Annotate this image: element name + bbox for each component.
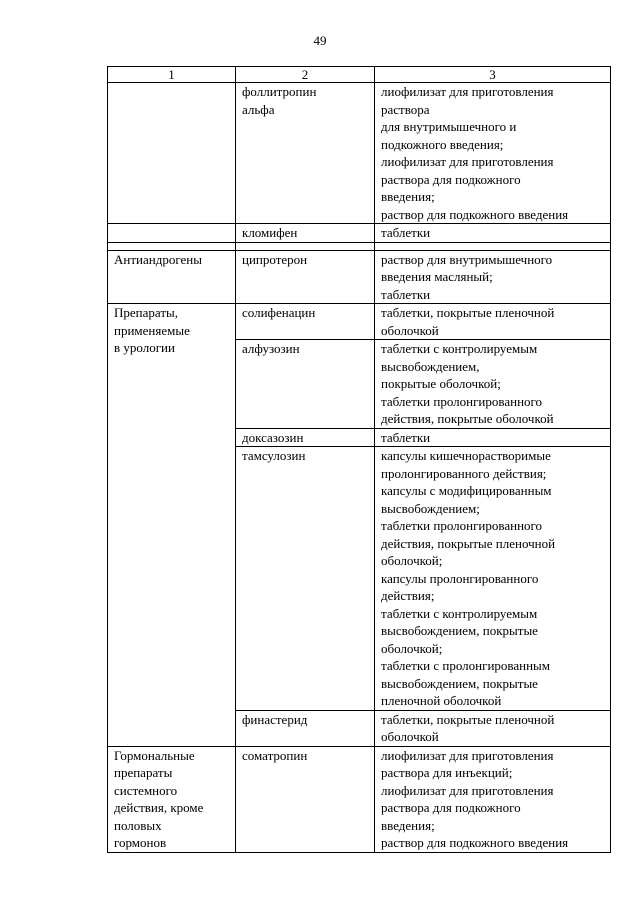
drug-table [107,66,611,853]
dosage-form-cell [375,224,611,243]
dosage-form-line: высвобождением, [381,358,480,374]
group-cell [108,746,236,852]
spacer-cell [236,242,375,250]
group-name-line: препараты [114,765,173,780]
dosage-form-line: таблетки, покрытые пленочной [381,305,555,320]
dosage-form-cell [375,447,611,711]
dosage-form-line: действия, покрытые оболочкой [381,411,554,426]
drug-name-line: финастерид [242,711,308,727]
dosage-form-line: раствора для подкожного [381,800,521,815]
group-name-line: половых [114,817,162,833]
dosage-form-line: введения; [381,189,435,204]
drug-cell [236,447,375,711]
dosage-form-line: таблетки с контролируемым [381,341,538,356]
table-row [108,304,611,340]
dosage-form-line: таблетки с контролируемым [381,605,538,621]
dosage-form-line: высвобождением; [381,500,480,516]
dosage-form-line: раствор для внутримышечного [381,251,553,267]
dosage-form-cell [375,428,611,447]
drug-name-line: соматропин [242,747,308,763]
column-header-3: 3 [375,67,611,83]
page-number: 49 [313,33,327,48]
dosage-form-line: капсулы пролонгированного [381,570,539,586]
dosage-form-line: оболочкой; [381,640,443,656]
dosage-form-line: действия; [381,588,435,603]
group-name-line: Препараты, [114,305,178,320]
drug-cell [236,304,375,340]
drug-name-line: кломифен [242,225,298,240]
dosage-form-line: лиофилизат для приготовления [381,747,554,763]
drug-name-line: ципротерон [242,251,308,267]
dosage-form-cell [375,746,611,852]
drug-cell [236,746,375,852]
dosage-form-line: пленочной оболочкой [381,693,502,708]
dosage-form-line: таблетки с пролонгированным [381,658,551,673]
group-name-line: применяемые [114,322,190,338]
drug-cell [236,710,375,746]
dosage-form-line: покрытые оболочкой; [381,376,501,391]
dosage-form-line: оболочкой; [381,553,443,568]
dosage-form-line: таблетки пролонгированного [381,518,543,533]
drug-name-line: тамсулозин [242,448,306,463]
dosage-form-cell [375,340,611,429]
dosage-form-line: действия, покрытые пленочной [381,535,556,551]
drug-cell [236,224,375,243]
group-name-line: Антиандрогены [114,251,202,267]
drug-name-line: фоллитропин [242,84,317,99]
column-header-1: 1 [108,67,236,83]
dosage-form-line: лиофилизат для приготовления [381,84,554,99]
group-cell [108,304,236,747]
dosage-form-line: раствора [381,101,430,117]
dosage-form-cell [375,710,611,746]
dosage-form-line: оболочкой [381,729,439,744]
dosage-form-line: для внутримышечного и [381,119,517,134]
dosage-form-line: раствор для подкожного введения [381,835,569,850]
drug-cell [236,340,375,429]
drug-name-line: доксазозин [242,429,304,445]
group-name-line: гормонов [114,835,167,850]
dosage-form-line: капсулы кишечнорастворимые [381,448,551,463]
dosage-form-cell [375,83,611,224]
dosage-form-line: лиофилизат для приготовления [381,782,554,798]
dosage-form-line: подкожного введения; [381,136,504,152]
drug-name-line: альфа [242,101,275,117]
spacer-cell [108,242,236,250]
dosage-form-line: введения; [381,817,435,833]
dosage-form-line: таблетки, покрытые пленочной [381,711,555,727]
dosage-form-line: таблетки пролонгированного [381,393,543,409]
drug-cell [236,83,375,224]
dosage-form-line: оболочкой [381,322,439,338]
group-cell [108,250,236,304]
drug-name-line: солифенацин [242,305,316,320]
table-row [108,224,611,243]
group-name-line: действия, кроме [114,800,204,815]
section-spacer-row [108,242,611,250]
dosage-form-line: введения масляный; [381,269,493,284]
dosage-form-line: раствор для подкожного введения [381,206,569,222]
dosage-form-line: пролонгированного действия; [381,465,547,481]
drug-name-line: алфузозин [242,341,300,356]
group-name-line: системного [114,782,178,798]
group-name-line: в урологии [114,340,175,355]
dosage-form-line: высвобождением, покрытые [381,675,538,691]
dosage-form-line: лиофилизат для приготовления [381,154,554,169]
dosage-form-line: раствора для инъекций; [381,765,513,780]
drug-cell [236,250,375,304]
dosage-form-cell [375,304,611,340]
drug-cell [236,428,375,447]
table-row [108,83,611,224]
column-header-2: 2 [236,67,375,83]
dosage-form-line: раствора для подкожного [381,171,521,187]
spacer-cell [375,242,611,250]
table-row [108,250,611,304]
dosage-form-line: капсулы с модифицированным [381,483,552,498]
group-cell [108,83,236,224]
table-row [108,746,611,852]
group-cell [108,224,236,243]
dosage-form-cell [375,250,611,304]
dosage-form-line: таблетки [381,286,431,302]
group-name-line: Гормональные [114,747,195,763]
dosage-form-line: таблетки [381,429,431,445]
dosage-form-line: таблетки [381,225,431,240]
dosage-form-line: высвобождением, покрытые [381,623,538,638]
table-header-row [108,67,611,83]
